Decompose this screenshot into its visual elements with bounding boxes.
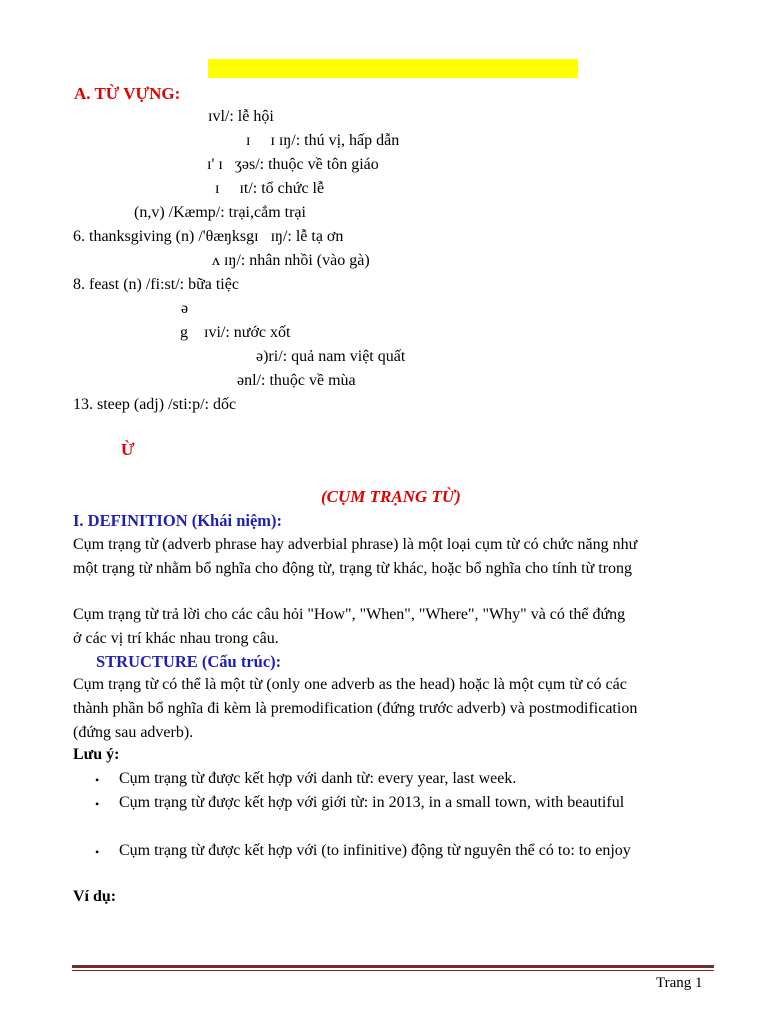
vocab-line-9: ə <box>181 300 189 317</box>
section-a-title: A. TỪ VỰNG: <box>74 84 181 103</box>
definition-line-3: Cụm trạng từ trả lời cho các câu hỏi "How", "When", "Where", "Why" và có thể đứng <box>73 606 626 623</box>
structure-heading: STRUCTURE (Cấu trúc): <box>96 652 282 671</box>
example-label: Ví dụ: <box>73 888 117 905</box>
vocab-line-8: 8. feast (n) /fi:st/: bữa tiệc <box>73 276 239 293</box>
footer-divider <box>72 965 714 968</box>
vocab-line-5: (n,v) /Kæmp/: trại,cắm trại <box>134 204 306 221</box>
note-bullet-2: Cụm trạng từ được kết hợp với giới từ: in 2013, in a small town, with beautiful <box>119 794 625 811</box>
definition-line-4: ở các vị trí khác nhau trong câu. <box>73 630 279 647</box>
vocab-line-3: ɪ' ɪ ʒəs/: thuộc về tôn giáo <box>207 156 379 173</box>
bullet-point-icon: • <box>95 845 100 859</box>
bullet-point-icon: • <box>95 773 100 787</box>
vocab-line-12: ənl/: thuộc về mùa <box>237 372 356 389</box>
vocab-line-13: 13. steep (adj) /sti:p/: dốc <box>73 396 237 413</box>
definition-line-2: một trạng từ nhằm bổ nghĩa cho động từ, trạng từ khác, hoặc bổ nghĩa cho tính từ trong <box>73 560 633 577</box>
bullet-point-icon: • <box>95 797 100 811</box>
structure-line-3: (đứng sau adverb). <box>73 724 194 741</box>
note-bullet-3: Cụm trạng từ được kết hợp với (to infinitive) động từ nguyên thể có to: to enjoy <box>119 842 631 859</box>
section-b-subtitle: (CỤM TRẠNG TỪ) <box>321 487 461 506</box>
vocab-line-11: ə)ri/: quả nam việt quất <box>256 348 406 365</box>
note-label: Lưu ý: <box>73 746 120 763</box>
definition-line-1: Cụm trạng từ (adverb phrase hay adverbial phrase) là một loại cụm từ có chức năng như <box>73 536 638 553</box>
footer-divider-thin <box>72 970 714 971</box>
vocab-line-10: g ɪvi/: nước xốt <box>180 324 291 341</box>
vocab-line-6: 6. thanksgiving (n) /'θæŋksgɪ ɪŋ/: lễ tạ ơn <box>73 228 344 245</box>
structure-line-2: thành phần bổ nghĩa đi kèm là premodification (đứng trước adverb) và postmodification <box>73 700 638 717</box>
section-b-marker: Ừ <box>121 440 135 459</box>
vocab-line-2: ɪ ɪ ɪŋ/: thú vị, hấp dẫn <box>246 132 400 149</box>
page-number: Trang 1 <box>656 975 703 991</box>
definition-heading: I. DEFINITION (Khái niệm): <box>73 511 283 530</box>
structure-line-1: Cụm trạng từ có thể là một từ (only one adverb as the head) hoặc là một cụm từ có các <box>73 676 627 693</box>
note-bullet-1: Cụm trạng từ được kết hợp với danh từ: every year, last week. <box>119 770 517 787</box>
highlighted-title-bar <box>208 59 578 78</box>
vocab-line-7: ʌ ɪŋ/: nhân nhồi (vào gà) <box>212 252 370 269</box>
vocab-line-1: ɪvl/: lễ hội <box>208 108 274 125</box>
vocab-line-4: ɪ ɪt/: tổ chức lễ <box>215 180 325 197</box>
